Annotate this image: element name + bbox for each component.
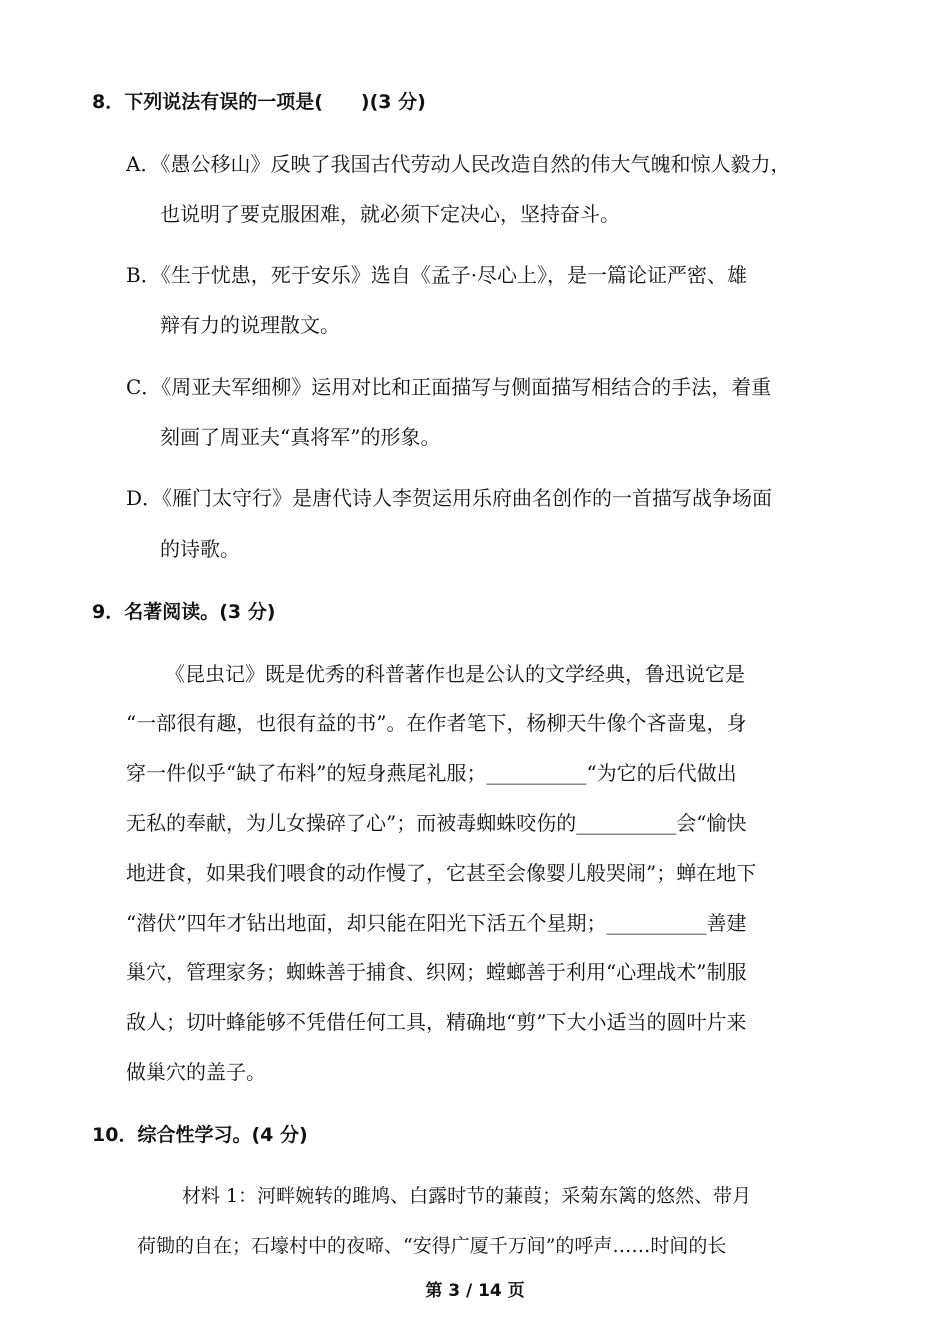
question-9-title: 9．名著阅读。(3 分) — [92, 601, 276, 623]
q9-paragraph-line: 地进食，如果我们喂食的动作慢了，它甚至会像婴儿般哭闹”；蝉在地下 — [126, 861, 757, 885]
q9-paragraph-line: “潜伏”四年才钻出地面，却只能在阳光下活五个星期；__________善建 — [126, 911, 747, 935]
q9-paragraph-line: 穿一件似乎“缺了布料”的短身燕尾礼服；__________“为它的后代做出 — [126, 761, 737, 785]
q8-option-a-line2: 也说明了要克服困难，就必须下定决心，坚持奋斗。 — [160, 202, 620, 226]
q8-option-d-line2: 的诗歌。 — [160, 537, 240, 561]
q9-paragraph-line: 巢穴，管理家务；蜘蛛善于捕食、织网；螳螂善于利用“心理战术”制服 — [126, 960, 747, 984]
q9-paragraph-line: 敌人；切叶蜂能够不凭借任何工具，精确地“剪”下大小适当的圆叶片来 — [126, 1010, 747, 1034]
q10-material-line: 荷锄的自在；石壕村中的夜啼、“安得广厦千万间”的呼声……时间的长 — [137, 1235, 727, 1257]
q9-paragraph-line: 做巢穴的盖子。 — [126, 1060, 266, 1084]
q8-option-d-line1: D．《雁门太守行》是唐代诗人李贺运用乐府曲名创作的一首描写战争场面 — [126, 486, 773, 510]
q8-option-b-line2: 辩有力的说理散文。 — [160, 313, 340, 337]
q9-paragraph-line: “一部很有趣，也很有益的书”。在作者笔下，杨柳天牛像个吝啬鬼，身 — [126, 711, 747, 735]
page-number: 第 3 / 14 页 — [425, 1281, 525, 1301]
question-8-title: 8．下列说法有误的一项是( )(3 分) — [92, 91, 426, 113]
question-10-title: 10．综合性学习。(4 分) — [92, 1124, 308, 1146]
q8-option-c-line2: 刻画了周亚夫“真将军”的形象。 — [160, 425, 441, 449]
q10-material-line: 材料 1：河畔婉转的雎鸠、白露时节的蒹葭；采菊东篱的悠然、带月 — [182, 1185, 752, 1207]
q8-option-b-line1: B．《生于忧患，死于安乐》选自《孟子·尽心上》，是一篇论证严密、雄 — [126, 263, 748, 287]
q9-paragraph-line: 《昆虫记》既是优秀的科普著作也是公认的文学经典，鲁迅说它是 — [165, 662, 745, 686]
q8-option-a-line1: A．《愚公移山》反映了我国古代劳动人民改造自然的伟大气魄和惊人毅力， — [126, 152, 791, 176]
q9-paragraph-line: 无私的奉献，为儿女操碎了心”；而被毒蜘蛛咬伤的__________会“愉快 — [126, 811, 747, 835]
q8-option-c-line1: C．《周亚夫军细柳》运用对比和正面描写与侧面描写相结合的手法，着重 — [126, 375, 772, 399]
